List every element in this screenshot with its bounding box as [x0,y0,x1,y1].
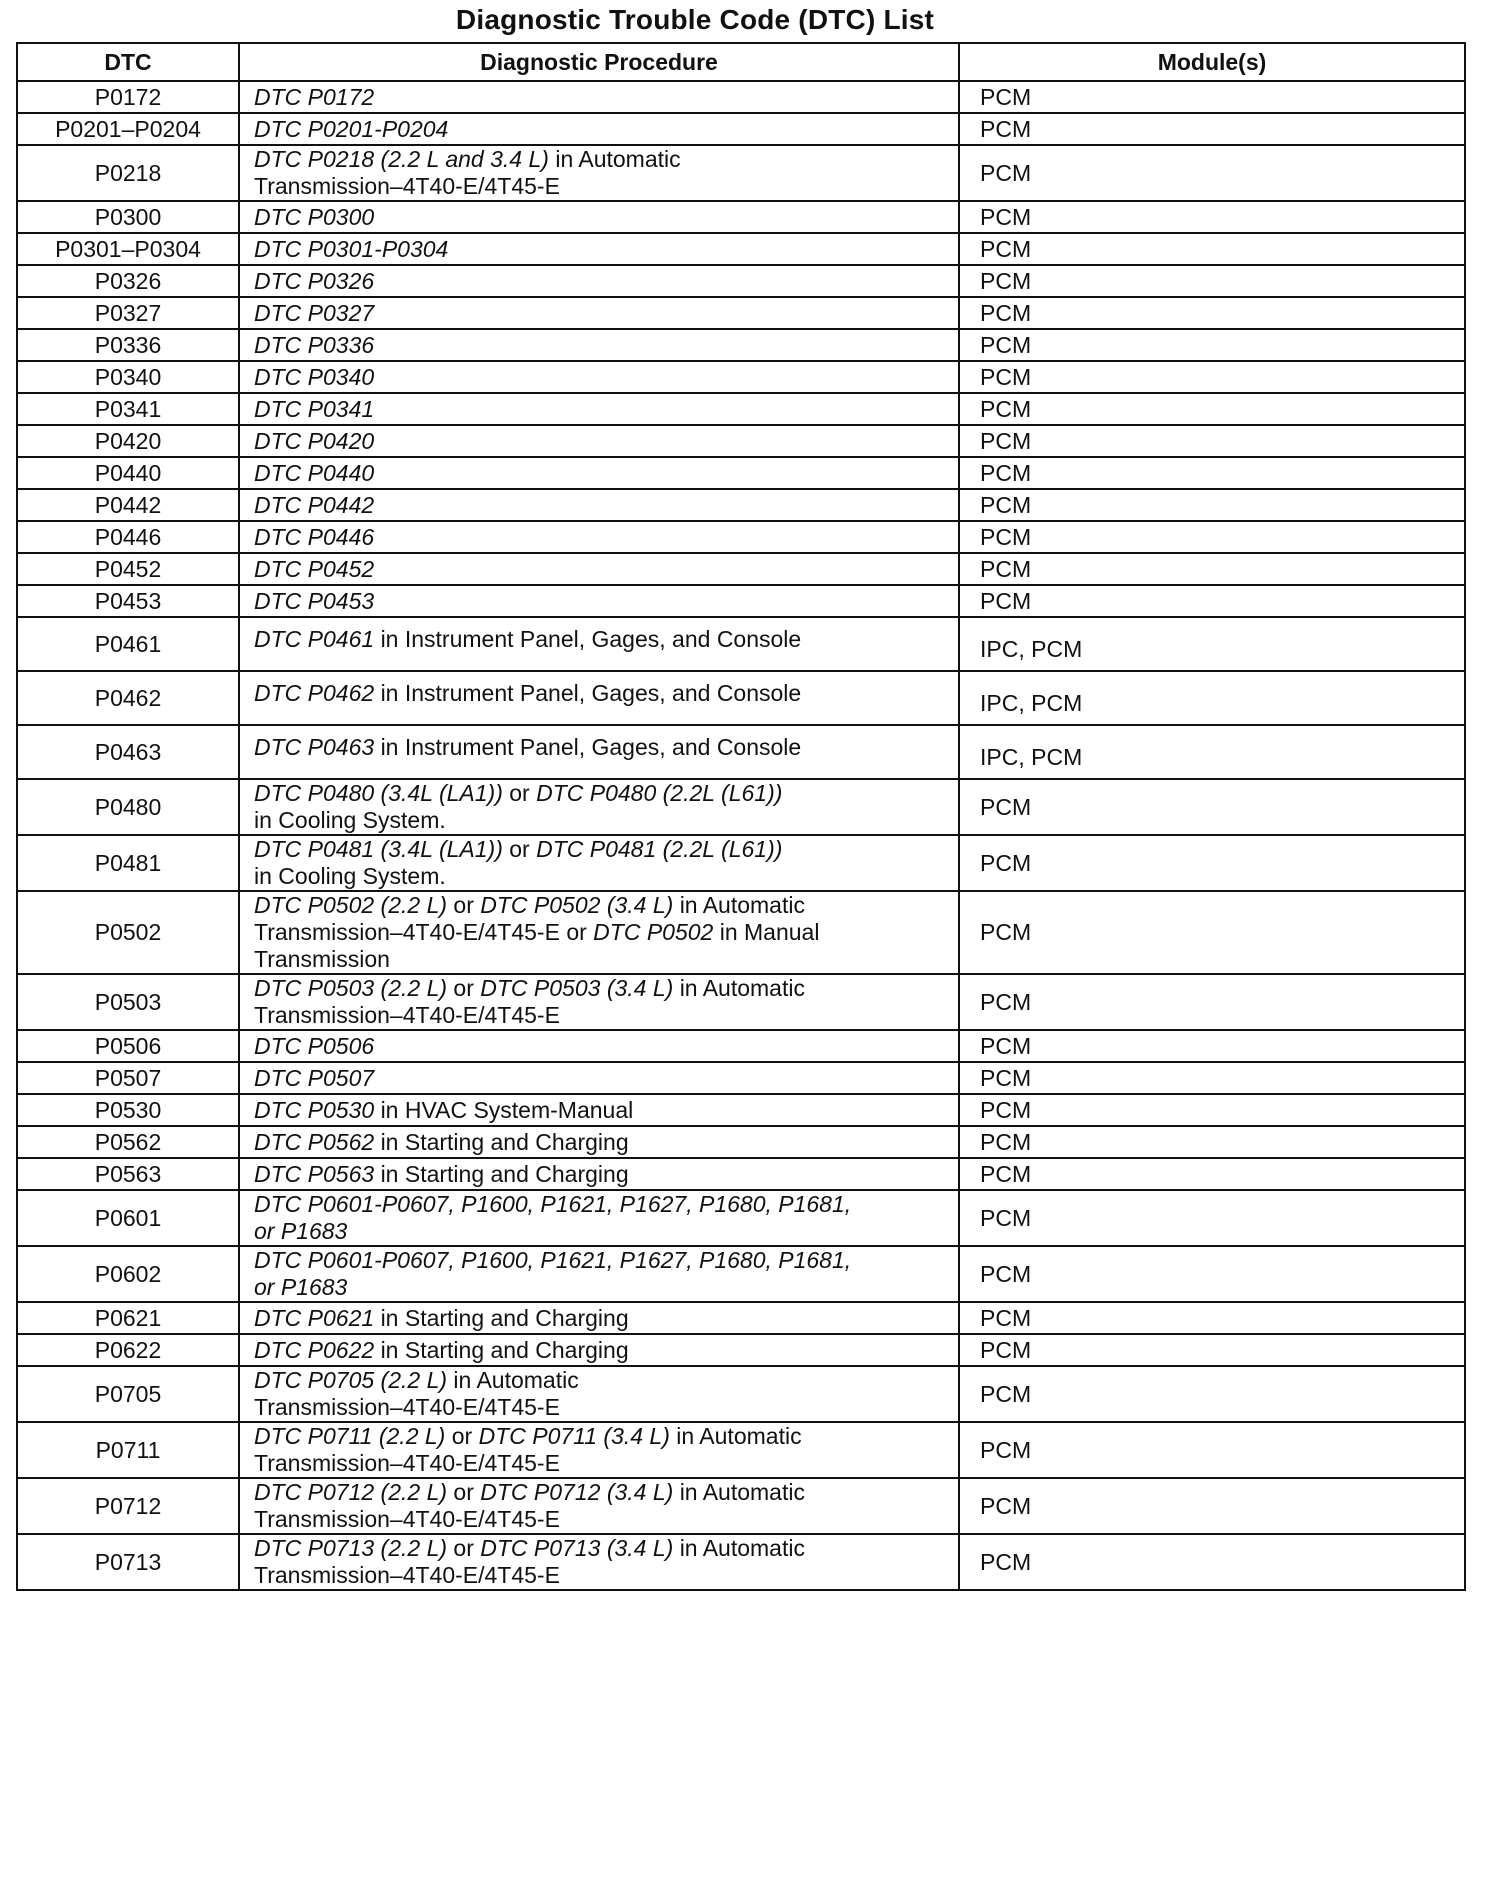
table-row [17,233,1465,265]
procedure-reference: DTC P0601-P0607, P1600, P1621, P1627, P1680, P1681, [254,1191,852,1217]
procedure-line [254,492,950,519]
procedure-cell [239,393,959,425]
procedure-line [254,1506,950,1533]
procedure-line [254,1033,950,1060]
module-cell: PCM [959,1334,1465,1366]
procedure-line [254,204,950,231]
table-row [17,1246,1465,1302]
procedure-line [254,780,950,807]
procedure-cell [239,617,959,671]
procedure-reference: DTC P0705 (2.2 L) [254,1367,454,1393]
procedure-reference: DTC P0711 (3.4 L) [478,1423,677,1449]
dtc-code-cell: P0218 [17,145,239,201]
procedure-reference: DTC P0453 [254,587,375,614]
procedure-text: Transmission–4T40-E/4T45-E [254,1450,560,1476]
procedure-reference: DTC P0712 (3.4 L) [480,1479,680,1505]
module-cell: PCM [959,1302,1465,1334]
procedure-line [254,1218,950,1245]
table-row [17,974,1465,1030]
dtc-code-cell: P0713 [17,1534,239,1590]
procedure-reference: DTC P0461 [254,626,381,652]
procedure-cell [239,1246,959,1302]
dtc-code-cell: P0503 [17,974,239,1030]
procedure-reference: DTC P0562 [254,1128,381,1155]
procedure-cell [239,265,959,297]
procedure-cell [239,725,959,779]
procedure-text: in Automatic [555,146,681,172]
procedure-reference: DTC P0530 [254,1096,381,1123]
procedure-cell [239,297,959,329]
module-cell: IPC, PCM [959,617,1465,671]
page-title-wrap [0,4,1504,36]
procedure-reference: DTC P0172 [254,83,375,110]
dtc-code-cell: P0452 [17,553,239,585]
table-row [17,265,1465,297]
table-row [17,329,1465,361]
procedure-line [254,116,950,143]
dtc-code-cell: P0530 [17,1094,239,1126]
procedure-reference: DTC P0712 (2.2 L) [254,1479,454,1505]
module-cell: PCM [959,891,1465,974]
table-row [17,553,1465,585]
procedure-cell [239,1158,959,1190]
dtc-code-cell: P0602 [17,1246,239,1302]
dtc-code-cell: P0621 [17,1302,239,1334]
table-row [17,585,1465,617]
procedure-reference: DTC P0440 [254,459,375,486]
procedure-cell [239,457,959,489]
dtc-code-cell: P0507 [17,1062,239,1094]
procedure-line [254,1450,950,1477]
procedure-reference: DTC P0713 (2.2 L) [254,1535,454,1561]
procedure-cell [239,233,959,265]
procedure-text: in Automatic [679,1479,805,1505]
procedure-cell [239,1062,959,1094]
page-title: Diagnostic Trouble Code (DTC) List [455,4,935,35]
module-cell: PCM [959,393,1465,425]
procedure-reference: or P1683 [254,1218,348,1244]
procedure-text: Transmission [254,946,390,972]
table-row [17,1534,1465,1590]
procedure-reference: DTC P0462 [254,680,381,706]
procedure-text: in Cooling System. [254,863,446,889]
dtc-code-cell: P0336 [17,329,239,361]
table-row [17,201,1465,233]
dtc-code-cell: P0172 [17,81,239,113]
module-cell: PCM [959,1158,1465,1190]
module-cell: PCM [959,425,1465,457]
table-row [17,617,1465,671]
dtc-code-cell: P0453 [17,585,239,617]
procedure-text: or [451,1423,479,1449]
procedure-text: or [453,1535,481,1561]
procedure-cell [239,1126,959,1158]
procedure-cell [239,553,959,585]
procedure-reference: DTC P0326 [254,267,375,294]
dtc-code-cell: P0440 [17,457,239,489]
module-cell: PCM [959,1534,1465,1590]
procedure-line [254,1161,950,1188]
procedure-line [254,1562,950,1589]
table-row [17,361,1465,393]
procedure-line [254,1305,950,1332]
procedure-reference: DTC P0503 (3.4 L) [480,975,680,1001]
procedure-line [254,946,950,973]
procedure-cell [239,585,959,617]
module-cell: PCM [959,1190,1465,1246]
module-cell: PCM [959,457,1465,489]
table-row [17,1366,1465,1422]
procedure-cell [239,835,959,891]
procedure-line [254,588,950,615]
procedure-line [254,1191,950,1218]
module-cell: PCM [959,1246,1465,1302]
procedure-line [254,863,950,890]
dtc-code-cell: P0462 [17,671,239,725]
procedure-line [254,836,950,863]
procedure-reference: DTC P0481 (2.2L (L61)) [536,836,783,862]
procedure-text: Transmission–4T40-E/4T45-E or [254,919,594,945]
procedure-cell [239,974,959,1030]
dtc-code-cell: P0711 [17,1422,239,1478]
procedure-reference: DTC P0622 [254,1336,381,1363]
procedure-cell [239,1478,959,1534]
procedure-text: or [453,975,481,1001]
header-row [17,43,1465,81]
procedure-reference: DTC P0340 [254,363,375,390]
table-row [17,425,1465,457]
procedure-line [254,734,950,761]
procedure-line [254,524,950,551]
dtc-code-cell: P0480 [17,779,239,835]
module-cell: PCM [959,489,1465,521]
table-row [17,779,1465,835]
procedure-text: Transmission–4T40-E/4T45-E [254,1562,560,1588]
procedure-line [254,1002,950,1029]
table-row [17,891,1465,974]
procedure-line [254,364,950,391]
dtc-code-cell: P0461 [17,617,239,671]
procedure-reference: DTC P0300 [254,203,375,230]
procedure-reference: DTC P0502 [593,919,720,945]
procedure-cell [239,1190,959,1246]
procedure-cell [239,361,959,393]
procedure-reference: DTC P0301-P0304 [254,235,449,262]
column-header-modules: Module(s) [959,43,1465,81]
procedure-reference: DTC P0506 [254,1032,375,1059]
module-cell: PCM [959,361,1465,393]
table-row [17,1334,1465,1366]
dtc-code-cell: P0340 [17,361,239,393]
procedure-reference: DTC P0563 [254,1160,381,1187]
procedure-text: Transmission–4T40-E/4T45-E [254,1506,560,1532]
procedure-line [254,268,950,295]
procedure-reference: DTC P0442 [254,491,375,518]
procedure-reference: DTC P0446 [254,523,375,550]
procedure-text: Transmission–4T40-E/4T45-E [254,1394,560,1420]
procedure-cell [239,425,959,457]
procedure-text: or [453,1479,481,1505]
procedure-cell [239,113,959,145]
procedure-line [254,626,950,653]
module-cell: PCM [959,1422,1465,1478]
dtc-code-cell: P0446 [17,521,239,553]
dtc-code-cell: P0622 [17,1334,239,1366]
column-header-dtc: DTC [17,43,239,81]
module-cell: PCM [959,329,1465,361]
procedure-text: in Automatic [679,1535,805,1561]
procedure-reference: DTC P0502 (3.4 L) [480,892,680,918]
procedure-reference: DTC P0218 (2.2 L and 3.4 L) [254,146,556,172]
table-row [17,1126,1465,1158]
procedure-line [254,1274,950,1301]
procedure-cell [239,201,959,233]
procedure-text: in Automatic [679,892,805,918]
procedure-text: in Instrument Panel, Gages, and Console [380,626,802,652]
module-cell: PCM [959,1030,1465,1062]
procedure-reference: DTC P0463 [254,734,381,760]
dtc-code-cell: P0502 [17,891,239,974]
dtc-code-cell: P0506 [17,1030,239,1062]
procedure-line [254,1097,950,1124]
procedure-text: in Instrument Panel, Gages, and Console [380,734,802,760]
procedure-cell [239,489,959,521]
procedure-reference: DTC P0480 (2.2L (L61)) [536,780,783,806]
procedure-text: Transmission–4T40-E/4T45-E [254,1002,560,1028]
procedure-line [254,1247,950,1274]
table-row [17,457,1465,489]
module-cell: PCM [959,145,1465,201]
table-row [17,1302,1465,1334]
dtc-code-cell: P0463 [17,725,239,779]
dtc-code-cell: P0481 [17,835,239,891]
module-cell: PCM [959,521,1465,553]
procedure-reference: DTC P0601-P0607, P1600, P1621, P1627, P1680, P1681, [254,1247,852,1273]
procedure-line [254,680,950,707]
dtc-code-cell: P0300 [17,201,239,233]
procedure-text: in Starting and Charging [380,1128,629,1155]
table-row [17,145,1465,201]
table-row [17,81,1465,113]
procedure-line [254,1394,950,1421]
procedure-line [254,1479,950,1506]
procedure-cell [239,671,959,725]
table-row [17,1062,1465,1094]
procedure-text: in Starting and Charging [380,1336,629,1363]
module-cell: PCM [959,1062,1465,1094]
procedure-text: in HVAC System-Manual [380,1096,634,1123]
procedure-text: in Starting and Charging [380,1304,629,1331]
procedure-line [254,892,950,919]
table-row [17,671,1465,725]
procedure-text: in Cooling System. [254,807,446,833]
dtc-code-cell: P0327 [17,297,239,329]
table-row [17,725,1465,779]
procedure-reference: DTC P0713 (3.4 L) [480,1535,680,1561]
procedure-line [254,919,950,946]
procedure-line [254,1129,950,1156]
dtc-code-cell: P0326 [17,265,239,297]
procedure-line [254,1423,950,1450]
procedure-line [254,146,950,173]
procedure-reference: DTC P0452 [254,555,375,582]
module-cell: PCM [959,1094,1465,1126]
procedure-reference: or P1683 [254,1274,348,1300]
procedure-line [254,556,950,583]
dtc-table [16,42,1466,1591]
procedure-line [254,460,950,487]
procedure-line [254,396,950,423]
procedure-line [254,332,950,359]
table-body [17,81,1465,1590]
procedure-text: in Instrument Panel, Gages, and Console [380,680,802,706]
dtc-code-cell: P0420 [17,425,239,457]
module-cell: PCM [959,1366,1465,1422]
module-cell: PCM [959,1126,1465,1158]
procedure-cell [239,1366,959,1422]
procedure-line [254,173,950,200]
procedure-cell [239,145,959,201]
procedure-cell [239,1302,959,1334]
procedure-cell [239,1534,959,1590]
procedure-cell [239,1422,959,1478]
table-row [17,1478,1465,1534]
module-cell: PCM [959,835,1465,891]
procedure-text: in Manual [719,919,820,945]
table-row [17,1190,1465,1246]
procedure-cell [239,891,959,974]
module-cell: PCM [959,585,1465,617]
procedure-reference: DTC P0503 (2.2 L) [254,975,454,1001]
procedure-cell [239,1094,959,1126]
table-row [17,1030,1465,1062]
table-row [17,1158,1465,1190]
procedure-reference: DTC P0341 [254,395,375,422]
module-cell: IPC, PCM [959,725,1465,779]
procedure-line [254,236,950,263]
procedure-line [254,975,950,1002]
procedure-reference: DTC P0711 (2.2 L) [254,1423,452,1449]
module-cell: IPC, PCM [959,671,1465,725]
dtc-code-cell: P0442 [17,489,239,521]
module-cell: PCM [959,233,1465,265]
procedure-line [254,1367,950,1394]
dtc-code-cell: P0601 [17,1190,239,1246]
table-row [17,297,1465,329]
procedure-reference: DTC P0621 [254,1304,381,1331]
procedure-cell [239,521,959,553]
table-row [17,1422,1465,1478]
procedure-cell [239,1030,959,1062]
module-cell: PCM [959,81,1465,113]
procedure-line [254,1535,950,1562]
table-row [17,113,1465,145]
procedure-reference: DTC P0502 (2.2 L) [254,892,454,918]
table-header [17,43,1465,81]
dtc-code-cell: P0201–P0204 [17,113,239,145]
module-cell: PCM [959,201,1465,233]
procedure-line [254,84,950,111]
module-cell: PCM [959,1478,1465,1534]
module-cell: PCM [959,974,1465,1030]
module-cell: PCM [959,113,1465,145]
procedure-cell [239,1334,959,1366]
procedure-line [254,807,950,834]
procedure-reference: DTC P0327 [254,299,375,326]
dtc-code-cell: P0301–P0304 [17,233,239,265]
procedure-reference: DTC P0420 [254,427,375,454]
procedure-reference: DTC P0336 [254,331,375,358]
dtc-code-cell: P0705 [17,1366,239,1422]
procedure-line [254,428,950,455]
table-row [17,393,1465,425]
module-cell: PCM [959,553,1465,585]
procedure-text: Transmission–4T40-E/4T45-E [254,173,560,199]
procedure-text: or [453,892,481,918]
table-row [17,521,1465,553]
table-row [17,1094,1465,1126]
procedure-text: in Automatic [679,975,805,1001]
procedure-text: in Automatic [453,1367,579,1393]
dtc-code-cell: P0712 [17,1478,239,1534]
module-cell: PCM [959,779,1465,835]
table-row [17,489,1465,521]
procedure-reference: DTC P0480 (3.4L (LA1)) [254,780,510,806]
dtc-code-cell: P0562 [17,1126,239,1158]
procedure-line [254,1337,950,1364]
dtc-code-cell: P0563 [17,1158,239,1190]
procedure-text: in Starting and Charging [380,1160,629,1187]
procedure-text: in Automatic [676,1423,802,1449]
procedure-reference: DTC P0201-P0204 [254,115,449,142]
procedure-cell [239,81,959,113]
module-cell: PCM [959,265,1465,297]
procedure-cell [239,329,959,361]
procedure-text: or [509,836,537,862]
procedure-line [254,300,950,327]
module-cell: PCM [959,297,1465,329]
dtc-code-cell: P0341 [17,393,239,425]
procedure-reference: DTC P0507 [254,1064,375,1091]
procedure-reference: DTC P0481 (3.4L (LA1)) [254,836,510,862]
procedure-cell [239,779,959,835]
procedure-line [254,1065,950,1092]
column-header-procedure: Diagnostic Procedure [239,43,959,81]
table-row [17,835,1465,891]
procedure-text: or [509,780,537,806]
